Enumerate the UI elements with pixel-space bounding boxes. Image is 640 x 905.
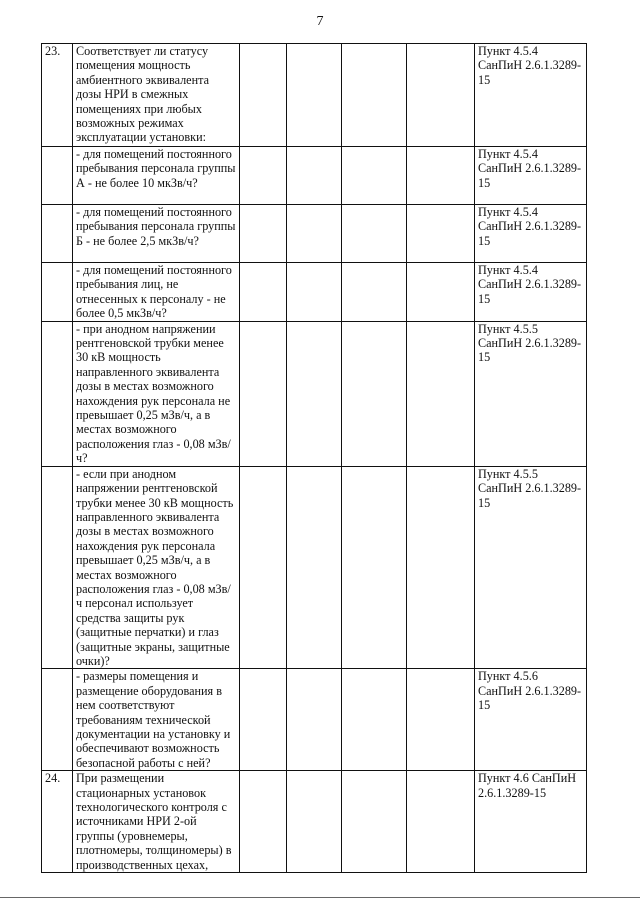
reference-text: Пункт 4.5.5 СанПиН 2.6.1.3289-15	[475, 466, 587, 669]
answer-cell-note	[407, 321, 475, 466]
answer-cell-na	[342, 44, 407, 147]
answer-cell-yes	[240, 771, 287, 873]
question-text: - для помещений постоянного пребывания персонала группы А - не более 10 мкЗв/ч?	[73, 147, 240, 205]
answer-cell-yes	[240, 669, 287, 771]
reference-text: Пункт 4.5.6 СанПиН 2.6.1.3289-15	[475, 669, 587, 771]
row-number	[42, 205, 73, 263]
reference-text: Пункт 4.5.5 СанПиН 2.6.1.3289-15	[475, 321, 587, 466]
answer-cell-note	[407, 263, 475, 322]
answer-cell-na	[342, 321, 407, 466]
answer-cell-no	[287, 466, 342, 669]
row-number	[42, 466, 73, 669]
answer-cell-no	[287, 147, 342, 205]
question-text: Соответствует ли статусу помещения мощность амбиентного эквивалента дозы НРИ в смежных помещениях при любых возможных режимах эксплуатации установки:	[73, 44, 240, 147]
checklist-table	[41, 43, 587, 873]
question-text: - если при анодном напряжении рентгеновской трубки менее 30 кВ мощность направленного эквивалента дозы в местах возможного нахождения рук персонала превышает 0,25 мЗв/ч, а в местах возможного расположения глаз - 0,08 мЗв/ч персонал использует средства защиты рук (защитные перчатки) и глаз (защитные экраны, защитные очки)?	[73, 466, 240, 669]
reference-text: Пункт 4.6 СанПиН 2.6.1.3289-15	[475, 771, 587, 873]
table-row	[42, 669, 587, 771]
answer-cell-no	[287, 669, 342, 771]
answer-cell-yes	[240, 263, 287, 322]
answer-cell-yes	[240, 466, 287, 669]
answer-cell-na	[342, 205, 407, 263]
question-text: - размеры помещения и размещение оборудования в нем соответствуют требованиям технической документации на установку и обеспечивают возможность безопасной работы с ней?	[73, 669, 240, 771]
answer-cell-note	[407, 147, 475, 205]
answer-cell-note	[407, 44, 475, 147]
answer-cell-no	[287, 771, 342, 873]
answer-cell-na	[342, 147, 407, 205]
answer-cell-yes	[240, 147, 287, 205]
table-row	[42, 205, 587, 263]
table-row	[42, 263, 587, 322]
question-text: - для помещений постоянного пребывания лиц, не отнесенных к персоналу - не более 0,5 мкЗв/ч?	[73, 263, 240, 322]
reference-text: Пункт 4.5.4 СанПиН 2.6.1.3289-15	[475, 44, 587, 147]
answer-cell-note	[407, 771, 475, 873]
answer-cell-note	[407, 466, 475, 669]
answer-cell-yes	[240, 44, 287, 147]
answer-cell-na	[342, 771, 407, 873]
answer-cell-na	[342, 263, 407, 322]
answer-cell-note	[407, 669, 475, 771]
table-row	[42, 466, 587, 669]
answer-cell-na	[342, 466, 407, 669]
question-text: - при анодном напряжении рентгеновской трубки менее 30 кВ мощность направленного эквивалента дозы в местах возможного нахождения рук персонала не превышает 0,25 мЗв/ч, а в местах возможного расположения глаз - 0,08 мЗв/ч?	[73, 321, 240, 466]
page-number: 7	[316, 14, 324, 29]
row-number	[42, 263, 73, 322]
answer-cell-yes	[240, 321, 287, 466]
question-text: При размещении стационарных установок технологического контроля с источниками НРИ 2-ой группы (уровнемеры, плотномеры, толщиномеры) в производственных цехах,	[73, 771, 240, 873]
question-text: - для помещений постоянного пребывания персонала группы Б - не более 2,5 мкЗв/ч?	[73, 205, 240, 263]
table-row	[42, 771, 587, 873]
answer-cell-no	[287, 321, 342, 466]
row-number	[42, 147, 73, 205]
table-row	[42, 147, 587, 205]
answer-cell-yes	[240, 205, 287, 263]
answer-cell-note	[407, 205, 475, 263]
reference-text: Пункт 4.5.4 СанПиН 2.6.1.3289-15	[475, 147, 587, 205]
answer-cell-no	[287, 205, 342, 263]
reference-text: Пункт 4.5.4 СанПиН 2.6.1.3289-15	[475, 263, 587, 322]
table-row	[42, 44, 587, 147]
answer-cell-no	[287, 263, 342, 322]
table-row	[42, 321, 587, 466]
row-number: 24.	[42, 771, 73, 873]
answer-cell-no	[287, 44, 342, 147]
answer-cell-na	[342, 669, 407, 771]
page-bottom-divider	[0, 897, 640, 898]
reference-text: Пункт 4.5.4 СанПиН 2.6.1.3289-15	[475, 205, 587, 263]
row-number	[42, 321, 73, 466]
row-number	[42, 669, 73, 771]
row-number: 23.	[42, 44, 73, 147]
